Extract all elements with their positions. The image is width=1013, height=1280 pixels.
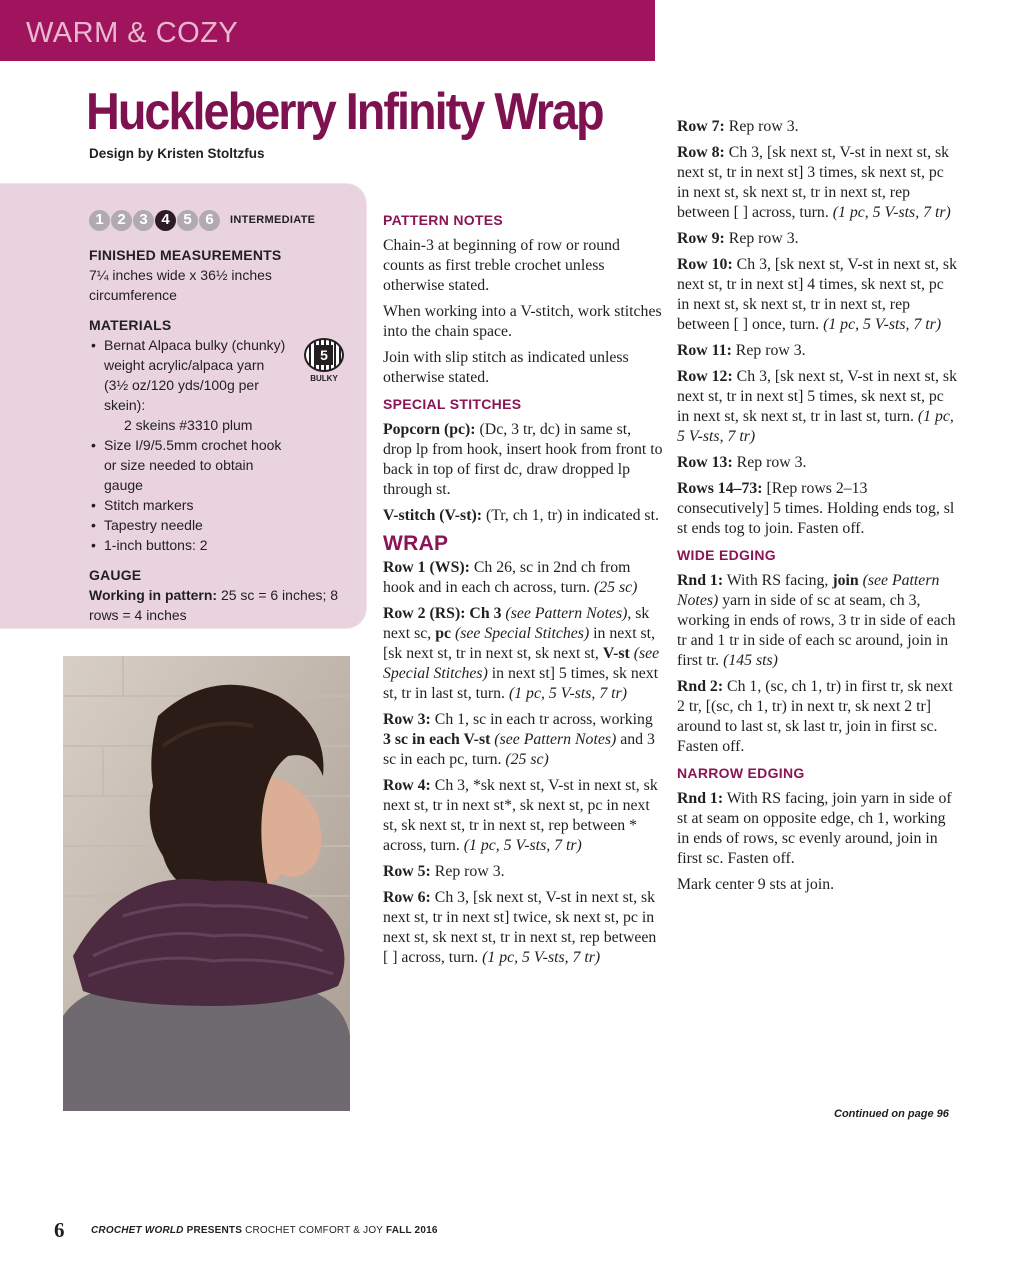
vstitch-label: V-stitch (V-st): <box>383 507 482 524</box>
skill-level-2: 2 <box>111 210 132 231</box>
row-text: in next st] 5 times, sk next st, tr in last st, turn. <box>383 665 659 702</box>
popcorn-text: (Dc, 3 tr, dc) in same st, drop lp from hook, insert hook from front to back in top of first dc, draw dropped lp through st. <box>383 421 663 498</box>
row-count: (1 pc, 5 V-sts, 7 tr) <box>832 204 951 221</box>
skill-level-5: 5 <box>177 210 198 231</box>
row-text: in next st, [sk next st, tr in next st, sk next st, <box>383 625 656 662</box>
row-text: [Rep rows 2–13 consecutively] 5 times. Holding ends tog, sl st ends tog to join. Fasten off. <box>677 480 955 537</box>
row-count: (1 pc, 5 V-sts, 7 tr) <box>508 685 627 702</box>
row-label: Rows 14–73: <box>677 480 763 497</box>
row-6 <box>383 888 663 968</box>
row-note: (see Pattern Notes) <box>501 605 628 622</box>
row-label: Row 12: <box>677 368 733 385</box>
narrow-edging-mark: Mark center 9 sts at join. <box>677 876 835 893</box>
pattern-note-3: Join with slip stitch as indicated unless otherwise stated. <box>383 349 629 386</box>
material-markers: • Stitch markers <box>89 495 289 515</box>
row-bold-term: V-st <box>602 645 630 662</box>
sidebar-content <box>89 208 351 625</box>
row-count: (1 pc, 5 V-sts, 7 tr) <box>823 316 942 333</box>
row-7 <box>677 117 959 137</box>
skill-level-3: 3 <box>133 210 154 231</box>
row-bold-term: 3 sc in each V-st <box>383 731 491 748</box>
skill-level-label: INTERMEDIATE <box>230 214 316 226</box>
row-label: Row 8: <box>677 144 725 161</box>
row-text: Rep row 3. <box>724 118 799 135</box>
pattern-note-1: Chain-3 at beginning of row or round counts as first treble crochet unless otherwise stated. <box>383 237 620 294</box>
wrap-heading: WRAP <box>383 532 449 555</box>
page-footer <box>91 1225 438 1236</box>
row-count: (1 pc, 5 V-sts, 7 tr) <box>677 408 954 445</box>
row-5 <box>383 862 663 882</box>
row-note: (see Special Stitches) <box>451 625 590 642</box>
row-note: (see Pattern Notes) <box>677 572 940 609</box>
row-text: Ch 3, [sk next st, V-st in next st, sk next st, tr in next st] 5 times, sk next st, pc in next st, sk next st, tr in last st, turn. <box>677 368 957 425</box>
yarn-weight-label: BULKY <box>310 374 338 383</box>
row-bold-term: join <box>832 572 859 589</box>
row-label: Row 9: <box>677 230 725 247</box>
row-note: (see Pattern Notes) <box>490 731 617 748</box>
section-banner <box>0 0 655 61</box>
row-text: Rep row 3. <box>731 342 806 359</box>
footer-presents: PRESENTS <box>183 1225 246 1236</box>
footer-season: FALL 2016 <box>385 1225 438 1236</box>
vstitch-definition <box>383 506 663 526</box>
row-label: Row 2 (RS): Ch 3 <box>383 605 502 622</box>
narrow-edging-heading: NARROW EDGING <box>677 765 805 781</box>
skill-level-4-active: 4 <box>155 210 176 231</box>
material-yarn-amount: 2 skeins #3310 plum <box>124 417 253 433</box>
row-count: (25 sc) <box>594 579 638 596</box>
model-wearing-wrap-image <box>63 656 350 1111</box>
row-label: Row 10: <box>677 256 733 273</box>
materials-sidebar <box>0 184 366 628</box>
row-text: With RS facing, join yarn in side of st at seam on opposite edge, ch 1, working in ends of rows, sc evenly around, join in first sc. Fasten off. <box>677 790 952 867</box>
row-label: Row 1 (WS): <box>383 559 470 576</box>
rows-14-73 <box>677 479 959 539</box>
material-buttons: • 1-inch buttons: 2 <box>89 535 289 555</box>
skill-level-6: 6 <box>199 210 220 231</box>
page-number: 6 <box>54 1218 65 1242</box>
yarn-weight-badge <box>299 338 349 394</box>
row-count: (25 sc) <box>505 751 549 768</box>
yarn-weight-number: 5 <box>315 345 333 365</box>
gauge-text <box>89 585 351 625</box>
row-text: Ch 1, sc in each tr across, working <box>430 711 653 728</box>
popcorn-definition <box>383 420 663 500</box>
yarn-ball-icon <box>304 338 344 372</box>
continued-note: Continued on page 96 <box>834 1108 949 1120</box>
row-text: yarn in side of sc at seam, ch 3, working in ends of rows, 3 tr in side of each tr and 1 tr in side of each sc around, join in first tr. <box>677 592 956 669</box>
skill-level-row <box>89 208 351 232</box>
instructions-column-middle <box>383 210 663 974</box>
popcorn-label: Popcorn (pc): <box>383 421 476 438</box>
wide-edging-heading: WIDE EDGING <box>677 547 776 563</box>
footer-issue-title: CROCHET COMFORT & JOY <box>245 1225 386 1236</box>
wide-edging-rnd-1 <box>677 571 959 671</box>
row-9 <box>677 229 959 249</box>
vstitch-text: (Tr, ch 1, tr) in indicated st. <box>482 507 659 524</box>
row-label: Rnd 1: <box>677 790 724 807</box>
instructions-column-right <box>677 117 959 901</box>
row-3 <box>383 710 663 770</box>
row-text: Ch 3, [sk next st, V-st in next st, sk next st, tr in next st] 3 times, sk next st, pc in next st, sk next st, tr in next st, rep between [ ] across, turn. <box>677 144 950 221</box>
row-label: Row 4: <box>383 777 431 794</box>
row-text: Rep row 3. <box>724 230 799 247</box>
row-text: Rep row 3. <box>732 454 807 471</box>
row-label: Rnd 1: <box>677 572 724 589</box>
material-yarn: • Bernat Alpaca bulky (chunky) weight acrylic/alpaca yarn (3½ oz/120 yds/100g per skein): <box>89 335 289 415</box>
row-label: Rnd 2: <box>677 678 724 695</box>
row-text: Ch 3, [sk next st, V-st in next st, sk next st, tr in next st] twice, sk next st, pc in next st, sk next st, tr in next st, rep between [ ] across, turn. <box>383 889 657 966</box>
row-13 <box>677 453 959 473</box>
row-label: Row 3: <box>383 711 431 728</box>
footer-magazine: CROCHET WORLD <box>91 1225 184 1236</box>
photo-illustration <box>63 656 350 1111</box>
row-4 <box>383 776 663 856</box>
row-label: Row 13: <box>677 454 733 471</box>
row-text: Ch 3, [sk next st, V-st in next st, sk next st, tr in next st] 4 times, sk next st, pc in next st, sk next st, tr in next st, rep between [ ] once, turn. <box>677 256 957 333</box>
materials-heading: MATERIALS <box>89 317 172 333</box>
material-needle: • Tapestry needle <box>89 515 289 535</box>
row-12 <box>677 367 959 447</box>
row-bold-term: pc <box>435 625 452 642</box>
material-hook: • Size I/9/5.5mm crochet hook or size needed to obtain gauge <box>89 435 289 495</box>
wide-edging-rnd-2 <box>677 677 959 757</box>
row-note: (see Special Stitches) <box>383 645 660 682</box>
measurements-heading: FINISHED MEASUREMENTS <box>89 247 282 263</box>
special-stitches-heading: SPECIAL STITCHES <box>383 396 522 412</box>
section-banner-label: WARM & COZY <box>26 17 239 49</box>
row-count: (145 sts) <box>723 652 778 669</box>
row-label: Row 5: <box>383 863 431 880</box>
article-title: Huckleberry Infinity Wrap <box>86 83 603 141</box>
gauge-heading: GAUGE <box>89 567 142 583</box>
row-text: and 3 sc in each pc, turn. <box>383 731 655 768</box>
row-count: (1 pc, 5 V-sts, 7 tr) <box>482 949 601 966</box>
skill-level-1: 1 <box>89 210 110 231</box>
row-text: Ch 3, *sk next st, V-st in next st, sk next st, tr in next st*, sk next st, pc in next st, sk next st, tr in next st, rep between * across, turn. <box>383 777 658 854</box>
gauge-value: 25 sc = 6 inches; 8 rows = 4 inches <box>89 587 339 623</box>
row-count: (1 pc, 5 V-sts, 7 tr) <box>463 837 582 854</box>
row-text: Ch 26, sc in 2nd ch from hook and in each ch across, turn. <box>383 559 631 596</box>
row-label: Row 7: <box>677 118 725 135</box>
row-text: Rep row 3. <box>430 863 505 880</box>
pattern-note-2: When working into a V-stitch, work stitches into the chain space. <box>383 303 662 340</box>
row-label: Row 11: <box>677 342 732 359</box>
row-text: Ch 1, (sc, ch 1, tr) in first tr, sk next 2 tr, [(sc, ch 1, tr) in next tr, sk next 2 tr] around to last st, sk last tr, join in first sc. Fasten off. <box>677 678 953 755</box>
row-2 <box>383 604 663 704</box>
row-11 <box>677 341 959 361</box>
materials-list <box>89 335 289 555</box>
row-label: Row 6: <box>383 889 431 906</box>
measurements-text: 7¼ inches wide x 36½ inches circumference <box>89 267 272 303</box>
gauge-label: Working in pattern: <box>89 587 218 603</box>
row-1 <box>383 558 663 598</box>
row-8 <box>677 143 959 223</box>
row-text: With RS facing, <box>723 572 833 589</box>
row-text: , sk next sc, <box>383 605 650 642</box>
pattern-notes-heading: PATTERN NOTES <box>383 212 504 228</box>
designer-byline: Design by Kristen Stoltzfus <box>89 146 265 161</box>
narrow-edging-rnd-1 <box>677 789 959 869</box>
row-10 <box>677 255 959 335</box>
